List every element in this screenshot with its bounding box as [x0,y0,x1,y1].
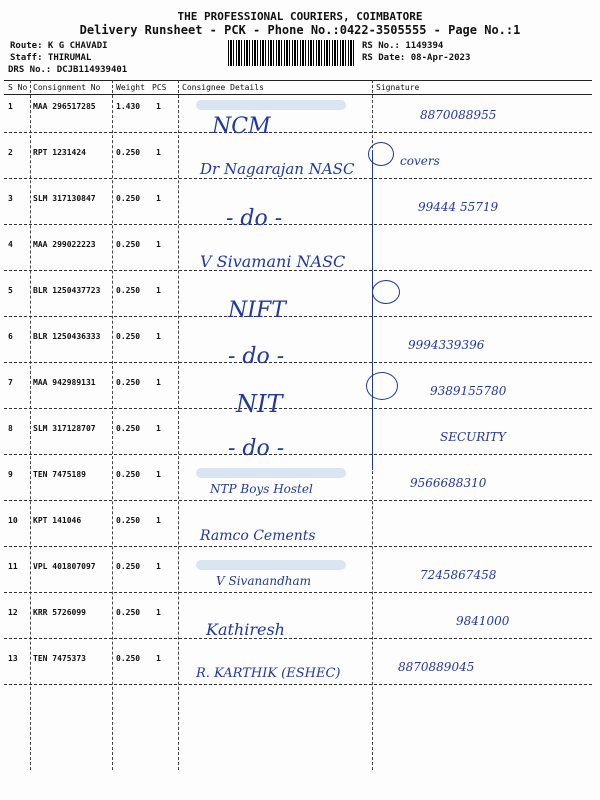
row-pcs: 1 [156,562,161,571]
row-sno: 12 [8,608,18,617]
handwritten-consignee: Dr Nagarajan NASC [200,160,355,178]
handwritten-signature: 8870088955 [420,108,497,122]
row-divider [4,408,592,409]
row-pcs: 1 [156,424,161,433]
handwritten-consignee: Ramco Cements [200,528,316,544]
row-sno: 2 [8,148,13,157]
row-weight: 0.250 [116,424,141,433]
handwritten-signature: 9841000 [456,614,510,628]
handwritten-signature: 9994339396 [408,338,485,352]
row-consignment-no: KRR 5726099 [33,608,86,617]
row-divider [4,132,592,133]
row-weight: 0.250 [116,148,141,157]
row-sno: 10 [8,516,18,525]
handwritten-consignee: NIT [236,390,283,418]
handwritten-consignee: NTP Boys Hostel [210,482,313,496]
handwritten-signature: 9389155780 [430,384,507,398]
row-divider [4,546,592,547]
row-pcs: 1 [156,240,161,249]
handwritten-consignee: V Sivamani NASC [200,252,346,271]
handwritten-signature: 8870889045 [398,660,475,674]
ink-circle [372,280,400,304]
row-sno: 4 [8,240,13,249]
row-sno: 7 [8,378,13,387]
row-consignment-no: SLM 317128707 [33,424,96,433]
row-consignment-no: RPT 1231424 [33,148,86,157]
rs-date: RS Date: 08-Apr-2023 [362,53,471,63]
row-sno: 9 [8,470,13,479]
col-divider [178,80,179,770]
row-sno: 6 [8,332,13,341]
row-weight: 0.250 [116,470,141,479]
row-consignment-no: SLM 317130847 [33,194,96,203]
row-pcs: 1 [156,148,161,157]
route-label: Route: K G CHAVADI [10,41,108,51]
staff-label: Staff: THIRUMAL [10,53,92,63]
row-consignment-no: MAA 299022223 [33,240,96,249]
col-signature: Signature [376,83,420,92]
row-weight: 0.250 [116,654,141,663]
handwritten-consignee: Kathiresh [206,620,285,639]
row-divider [4,224,592,225]
handwritten-signature: SECURITY [440,430,506,444]
pen-stroke [372,150,373,470]
row-sno: 13 [8,654,18,663]
row-consignment-no: MAA 296517285 [33,102,96,111]
ink-circle [366,372,398,400]
row-consignment-no: BLR 1250436333 [33,332,101,341]
col-divider [112,80,113,770]
row-divider [4,592,592,593]
row-consignment-no: KPT 141046 [33,516,82,525]
row-weight: 0.250 [116,240,141,249]
row-pcs: 1 [156,608,161,617]
company-title: THE PROFESSIONAL COURIERS, COIMBATORE [177,10,423,23]
row-divider [4,178,592,179]
row-divider [4,684,592,685]
row-weight: 0.250 [116,194,141,203]
row-consignment-no: BLR 1250437723 [33,286,101,295]
col-divider [30,80,31,770]
header-bottom-rule [4,94,592,95]
row-sno: 3 [8,194,13,203]
rs-number: RS No.: 1149394 [362,41,444,51]
row-consignment-no: VPL 401807097 [33,562,96,571]
row-weight: 0.250 [116,286,141,295]
handwritten-signature: covers [400,154,440,168]
row-pcs: 1 [156,194,161,203]
ink-circle [368,142,394,166]
handwritten-consignee: NIFT [228,298,286,323]
row-sno: 11 [8,562,18,571]
row-sno: 1 [8,102,13,111]
row-pcs: 1 [156,332,161,341]
drs-number: DRS No.: DCJB114939401 [8,65,128,75]
row-pcs: 1 [156,470,161,479]
handwritten-consignee: NCM [212,114,271,139]
row-divider [4,500,592,501]
handwritten-signature: 7245867458 [420,568,497,582]
barcode-image [228,40,356,66]
row-sno: 8 [8,424,13,433]
header-top-rule [4,80,592,81]
handwritten-consignee: V Sivanandham [216,574,312,588]
col-weight: Weight [116,83,145,92]
row-weight: 0.250 [116,332,141,341]
handwritten-consignee: - do - [226,206,283,231]
row-divider [4,316,592,317]
redacted-address [196,468,346,478]
handwritten-signature: 9566688310 [410,476,487,490]
row-divider [4,454,592,455]
row-pcs: 1 [156,516,161,525]
col-sno: S No [8,83,28,92]
row-divider [4,638,592,639]
runsheet-subtitle: Delivery Runsheet - PCK - Phone No.:0422-3505555 - Page No.:1 [79,23,521,37]
row-weight: 0.250 [116,562,141,571]
row-weight: 1.430 [116,102,141,111]
row-consignment-no: TEN 7475373 [33,654,86,663]
handwritten-consignee: - do - [228,436,285,461]
col-consignee: Consignee Details [182,83,264,92]
row-pcs: 1 [156,378,161,387]
row-pcs: 1 [156,102,161,111]
handwritten-consignee: - do - [228,344,285,369]
row-sno: 5 [8,286,13,295]
row-consignment-no: MAA 942989131 [33,378,96,387]
handwritten-consignee: R. KARTHIK (ESHEC) [196,666,341,681]
row-consignment-no: TEN 7475189 [33,470,86,479]
row-pcs: 1 [156,654,161,663]
row-weight: 0.250 [116,378,141,387]
redacted-address [196,560,346,570]
row-weight: 0.250 [116,516,141,525]
handwritten-signature: 99444 55719 [418,200,499,214]
col-consignment: Consignment No [33,83,101,92]
row-pcs: 1 [156,286,161,295]
col-pcs: PCS [152,83,167,92]
row-weight: 0.250 [116,608,141,617]
redacted-address [196,100,346,110]
row-divider [4,362,592,363]
